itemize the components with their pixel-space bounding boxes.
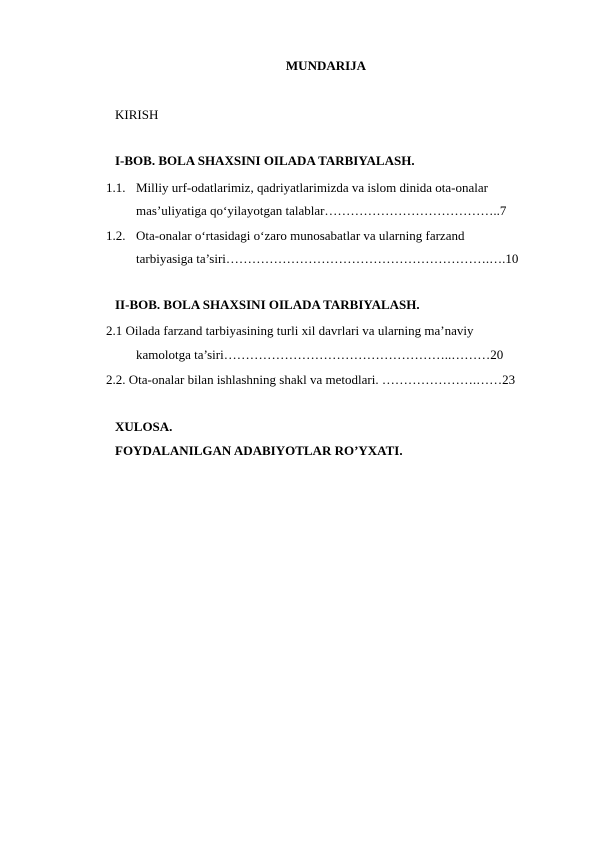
toc-intro: KIRISH [115,107,159,122]
chapter1-heading: I-BOB. BOLA SHAXSINI OILADA TARBIYALASH. [115,153,415,168]
toc-item-text: 2.1 Oilada farzand tarbiyasining turli xil davrlari va ularning ma’naviy [106,323,474,338]
toc-item-number: 1.1. [106,180,126,195]
toc-item-text-continued: kamolotga ta’siri……………………………………………..………20 [136,347,504,362]
page-title: MUNDARIJA [285,58,367,73]
toc-references: FOYDALANILGAN ADABIYOTLAR RO’YXATI. [115,443,403,458]
toc-item-number: 1.2. [106,228,126,243]
toc-item-2-2: 2.2. Ota-onalar bilan ishlashning shakl va metodlari. ………………….……23 [106,372,516,387]
toc-item-text-continued: mas’uliyatiga qo‘yilayotgan talablar…………………………………..7 [136,203,507,218]
toc-conclusion: XULOSA. [115,419,173,434]
chapter2-heading: II-BOB. BOLA SHAXSINI OILADA TARBIYALASH. [115,297,420,312]
toc-item-text: Milliy urf-odatlarimiz, qadriyatlarimizda va islom dinida ota-onalar [136,180,488,195]
toc-item-text-continued: tarbiyasiga ta’siri…………………………………………………….….10 [136,251,519,266]
toc-item-text: Ota-onalar o‘rtasidagi o‘zaro munosabatlar va ularning farzand [136,228,465,243]
